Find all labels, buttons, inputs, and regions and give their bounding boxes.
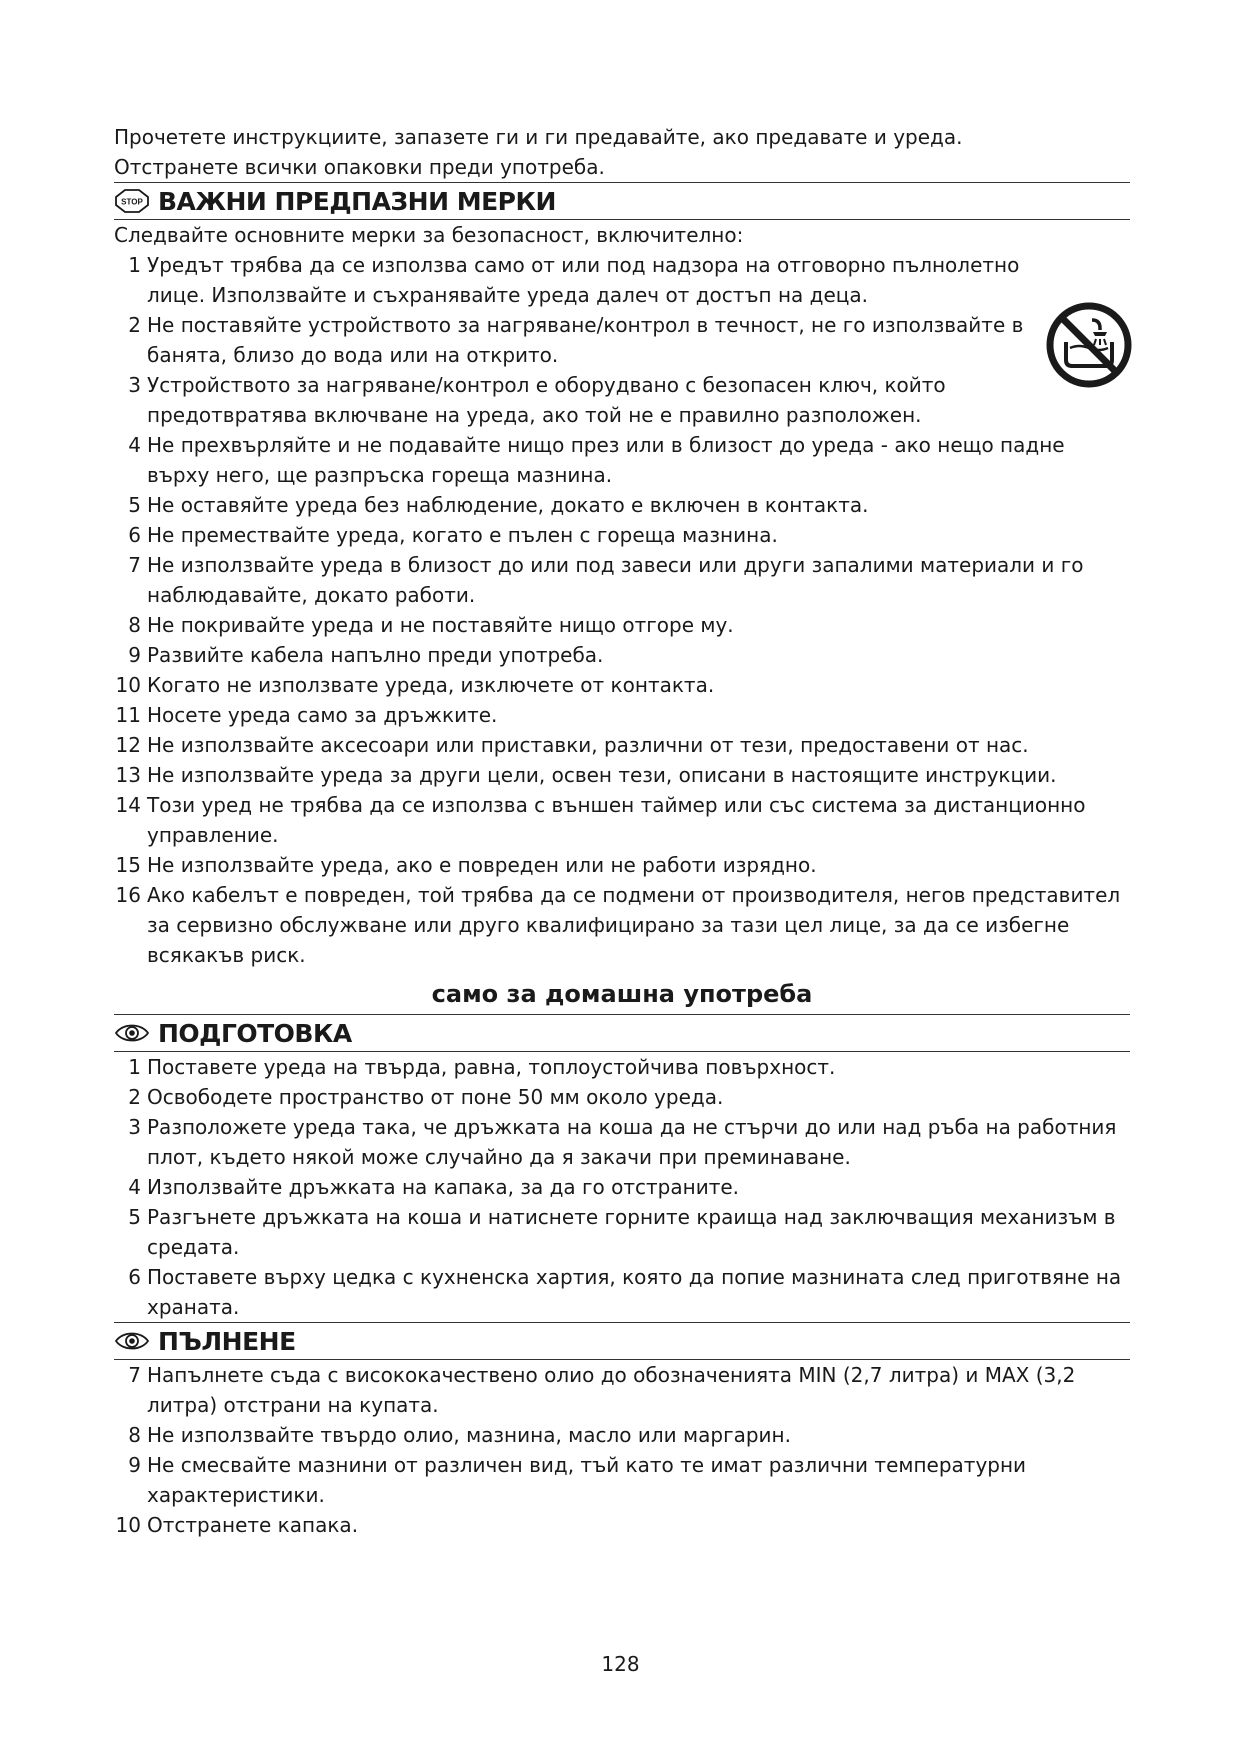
filling-heading	[114, 1323, 1130, 1359]
page-number: 128	[601, 1652, 640, 1676]
safety-item: 7 Не използвайте уреда в близост до или под завеси или други запалими материали и го наблюдавайте, докато работи.	[128, 553, 1084, 607]
safety-item: 13 Не използвайте уреда за други цели, освен тези, описани в настоящите инструкции.	[115, 763, 1057, 787]
safety-item: 15 Не използвайте уреда, ако е повреден или не работи изрядно.	[115, 853, 817, 877]
page-content	[114, 122, 1130, 1540]
safety-title: ВАЖНИ ПРЕДПАЗНИ МЕРКИ	[158, 186, 556, 216]
safety-item: 14 Този уред не трябва да се използва с външен таймер или със система за дистанционно управление.	[115, 793, 1086, 847]
safety-item: 12 Не използвайте аксесоари или приставки, различни от тези, предоставени от нас.	[115, 733, 1029, 757]
intro-line-2: Отстранете всички опаковки преди употреба.	[114, 155, 605, 179]
preparation-heading	[114, 1015, 1130, 1051]
preparation-title: ПОДГОТОВКА	[158, 1018, 352, 1048]
safety-item: 6 Не премествайте уреда, когато е пълен с гореща мазнина.	[128, 523, 778, 547]
preparation-item: 1 Поставете уреда на твърда, равна, топлоустойчива повърхност.	[128, 1055, 836, 1079]
safety-item: 1 Уредът трябва да се използва само от или под надзора на отговорно пълнолетно лице. Използвайте и съхранявайте уреда далеч от достъп на деца.	[128, 253, 1020, 307]
preparation-item: 5 Разгънете дръжката на коша и натиснете горните краища над заключващия механизъм в средата.	[128, 1205, 1116, 1259]
safety-item: 16 Ако кабелът е повреден, той трябва да се подмени от производителя, негов представител за сервизно обслужване или друго квалифицирано за тази цел лице, за да се избегне всякакъв риск.	[115, 883, 1121, 967]
filling-title: ПЪЛНЕНЕ	[158, 1326, 296, 1356]
intro-line-1: Прочетете инструкциите, запазете ги и ги предавайте, ако предавате и уреда.	[114, 125, 963, 149]
filling-item: 8 Не използвайте твърдо олио, мазнина, масло или маргарин.	[128, 1423, 791, 1447]
safety-item: 8 Не покривайте уреда и не поставяйте нищо отгоре му.	[128, 613, 734, 637]
stop-icon	[114, 189, 150, 213]
safety-item: 4 Не прехвърляйте и не подавайте нищо през или в близост до уреда - ако нещо падне върху него, ще разпръска гореща мазнина.	[128, 433, 1065, 487]
svg-text:STOP: STOP	[121, 197, 143, 207]
safety-lead: Следвайте основните мерки за безопасност, включително:	[114, 223, 744, 247]
preparation-item: 6 Поставете върху цедка с кухненска хартия, която да попие мазнината след приготвяне на храната.	[128, 1265, 1122, 1319]
no-shower-in-bath-icon	[1046, 302, 1132, 388]
safety-item: 9 Развийте кабела напълно преди употреба.	[128, 643, 604, 667]
eye-icon	[114, 1329, 150, 1353]
eye-icon	[114, 1021, 150, 1045]
safety-item: 11 Носете уреда само за дръжките.	[115, 703, 498, 727]
preparation-item: 3 Разположете уреда така, че дръжката на коша да не стърчи до или над ръба на работния плот, където някой може случайно да я закачи при преминаване.	[128, 1115, 1117, 1169]
safety-item: 3 Устройството за нагряване/контрол е оборудвано с безопасен ключ, който предотвратява включване на уреда, ако той не е правилно разположен.	[128, 373, 946, 427]
filling-item: 9 Не смесвайте мазнини от различен вид, тъй като те имат различни температурни характеристики.	[128, 1453, 1027, 1507]
safety-item: 10 Когато не използвате уреда, изключете от контакта.	[115, 673, 715, 697]
filling-item: 7 Напълнете съда с висококачествено олио до обозначенията MIN (2,7 литра) и MAX (3,2 литра) отстрани на купата.	[128, 1363, 1076, 1417]
preparation-item: 2 Освободете пространство от поне 50 мм около уреда.	[128, 1085, 724, 1109]
filling-item: 10 Отстранете капака.	[115, 1513, 359, 1537]
safety-item: 5 Не оставяйте уреда без наблюдение, докато е включен в контакта.	[128, 493, 869, 517]
safety-heading	[114, 183, 1130, 219]
household-note: само за домашна употреба	[431, 980, 813, 1008]
preparation-item: 4 Използвайте дръжката на капака, за да го отстраните.	[128, 1175, 740, 1199]
safety-item: 2 Не поставяйте устройството за нагряване/контрол в течност, не го използвайте в банята, близо до вода или на открито.	[128, 313, 1024, 367]
